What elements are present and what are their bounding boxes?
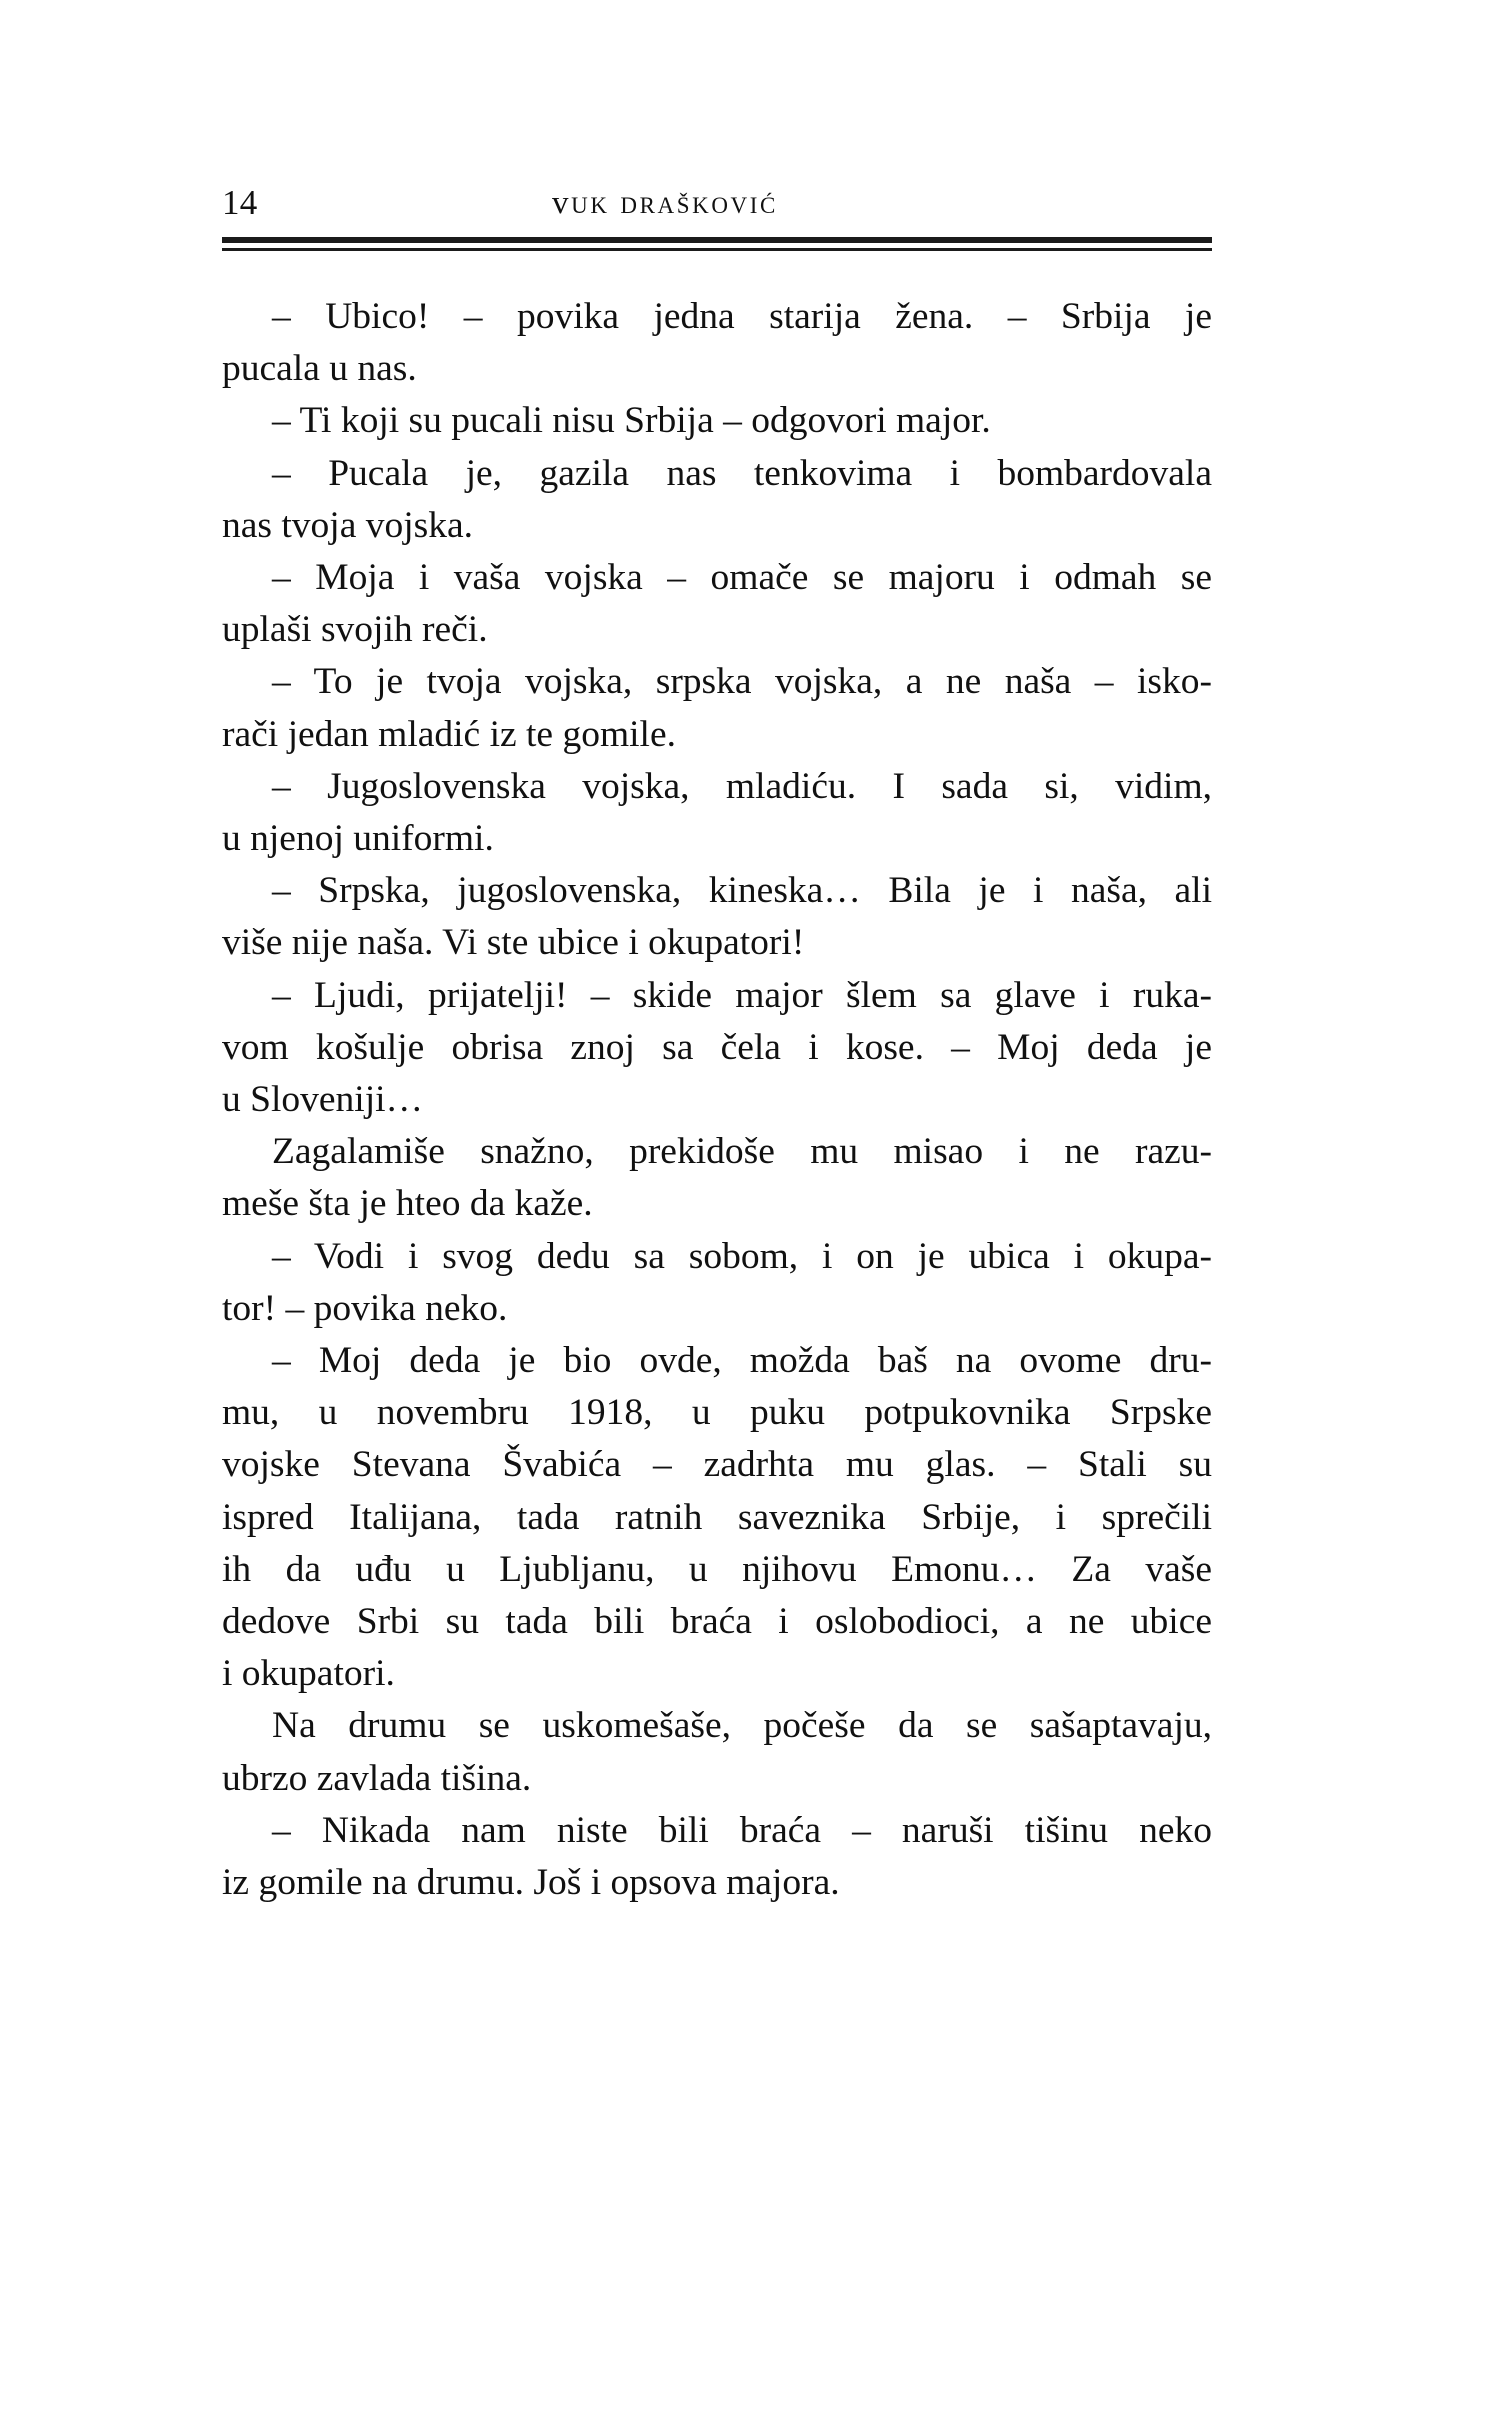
text-line: – Ubico! – povika jedna starija žena. – Srbija je [272,296,1212,337]
text-line: – Jugoslovenska vojska, mladiću. I sada si, vidim, [272,765,1212,807]
text-line: pucala u nas. [222,348,417,390]
text-line: – Nikada nam niste bili braća – naruši tišinu neko [272,1809,1212,1851]
text-line: dedove Srbi su tada bili braća i oslobodioci, a ne ubice [222,1601,1212,1643]
text-line: u Sloveniji… [222,1079,424,1121]
text-line: tor! – povika neko. [222,1287,508,1329]
text-line: meše šta je hteo da kaže. [222,1183,593,1225]
text-line: rači jedan mladić iz te gomile. [222,713,676,755]
text-line: – Moja i vaša vojska – omače se majoru i odmah se [272,557,1212,599]
text-line: više nije naša. Vi ste ubice i okupatori! [222,922,805,964]
text-line: Na drumu se uskomešaše, počeše da se sašaptavaju, [272,1705,1212,1747]
page-content [222,150,1212,1909]
page-number: 14 [222,183,258,222]
header-rule-group [222,237,1212,251]
text-line: Zagalamiše snažno, prekidoše mu misao i ne razu- [272,1131,1212,1173]
header-rule-thin [222,248,1212,251]
text-line: nas tvoja vojska. [222,504,474,546]
text-line: – Moj deda je bio ovde, možda baš na ovome dru- [272,1340,1212,1382]
text-line: ubrzo zavlada tišina. [222,1757,532,1799]
text-line: – Ljudi, prijatelji! – skide major šlem sa glave i ruka- [272,974,1212,1016]
text-line: ih da uđu u Ljubljanu, u njihovu Emonu… Za vaše [222,1548,1212,1590]
text-line: i okupatori. [222,1653,395,1695]
text-line: vojske Stevana Švabića – zadrhta mu glas. – Stali su [222,1444,1212,1486]
text-line: – Vodi i svog dedu sa sobom, i on je ubica i okupa- [272,1235,1212,1277]
text-line: ispred Italijana, tada ratnih saveznika Srbije, i sprečili [222,1496,1212,1538]
text-line: u njenoj uniformi. [222,818,494,860]
text-line: vom košulje obrisa znoj sa čela i kose. – Moj deda je [222,1026,1212,1068]
text-line: – Srpska, jugoslovenska, kineska… Bila je i naša, ali [272,870,1212,912]
text-line: uplaši svojih reči. [222,609,488,651]
text-line: iz gomile na drumu. Još i opsova majora. [222,1862,840,1904]
running-head [222,150,1212,220]
text-line: – Ti koji su pucali nisu Srbija – odgovori major. [272,400,991,442]
running-head-author: vuk drašković [552,185,778,221]
text-line: – Pucala je, gazila nas tenkovima i bombardovala [272,452,1212,494]
text-line: mu, u novembru 1918, u puku potpukovnika Srpske [222,1392,1212,1434]
text-line: – To je tvoja vojska, srpska vojska, a ne naša – isko- [272,661,1212,703]
body-text [222,291,1212,1909]
